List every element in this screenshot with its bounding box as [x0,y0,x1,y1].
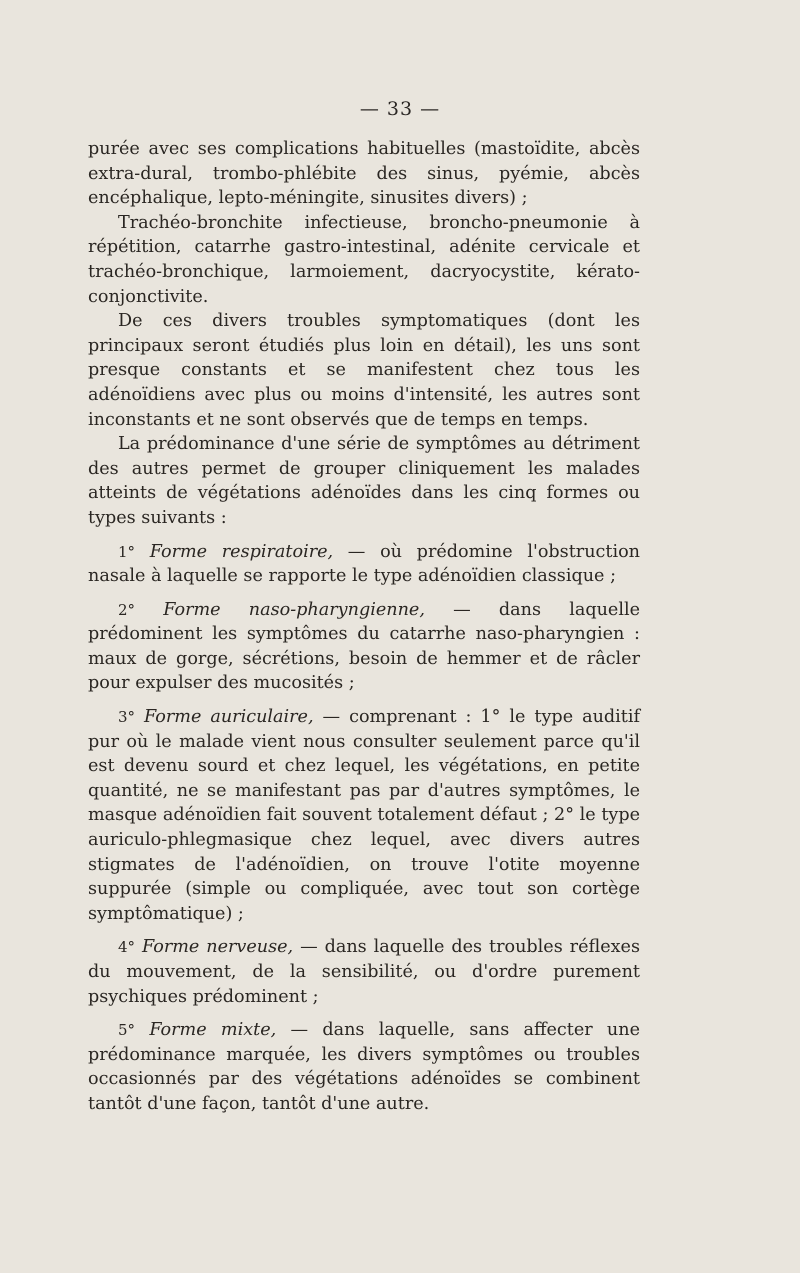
form-number: 2° [118,600,136,619]
form-item-respiratoire [88,540,640,589]
form-description: — comprenant : 1° le type auditif pur où le malade vient nous consulter seulement parce qu'il est devenu sourd et chez lequel, les végétations, en petite quantité, ne se manifestant pas par d'autres symptômes, le masque adénoïdien fait souvent totalement défaut ; 2° le type auriculo-phlegmasique chez lequel, avec divers autres stigmates de l'adénoïdien, on trouve l'otite moyenne suppurée (simple ou compliquée, avec tout son cortège symptômatique) ; [88,707,640,924]
form-item-mixte [88,1018,640,1116]
form-name: Forme respiratoire, [149,541,334,562]
body-text [88,137,640,1117]
form-name: Forme auriculaire, [144,707,314,728]
form-description: — dans laquelle prédominent les symptômes du catarrhe naso-pharyngien : maux de gorge, sécrétions, besoin de hemmer et de râcler pour expulser des mucosités ; [88,599,640,694]
form-item-auriculaire [88,705,640,926]
form-name: Forme naso-pharyngienne, [163,599,425,620]
form-name: Forme mixte, [149,1020,277,1041]
form-number: 4° [118,938,136,957]
form-number: 1° [118,542,136,561]
paragraph-tracheo-bronchite: Trachéo-bronchite infectieuse, broncho-pneumonie à répétition, catarrhe gastro-intestinal, adénite cervicale et trachéo-bronchique, larmoiement, dacryocystite, kérato-conjonctivite. [88,212,640,307]
form-description: — dans laquelle des troubles réflexes du mouvement, de la sensibilité, ou d'ordre purement psychiques prédominent ; [88,937,640,1007]
form-description: — dans laquelle, sans affecter une prédominance marquée, les divers symptômes ou troubles occasionnés par des végétations adénoïdes se combinent tantôt d'une façon, tantôt d'une autre. [88,1020,640,1114]
form-number: 5° [118,1021,136,1040]
paragraph-predominance: La prédominance d'une série de symptômes au détriment des autres permet de grouper cliniquement les malades atteints de végétations adénoïdes dans les cinq formes ou types suivants : [88,434,640,528]
form-number: 3° [118,708,136,727]
form-item-naso-pharyngienne [88,598,640,696]
form-name: Forme nerveuse, [141,937,294,958]
paragraph-troubles-symptomatiques: De ces divers troubles symptomatiques (dont les principaux seront étudiés plus loin en détail), les uns sont presque constants et se manifestent chez tous les adénoïdiens avec plus ou moins d'intensité, les autres sont inconstants et ne sont observés que de temps en temps. [88,311,640,430]
form-item-nerveuse [88,935,640,1009]
form-description: — où prédomine l'obstruction nasale à laquelle se rapporte le type adénoïdien classique ; [88,541,640,587]
page-number: — 33 — [359,98,441,120]
paragraph-complications: purée avec ses complications habituelles (mastoïdite, abcès extra-dural, trombo-phlébite des sinus, pyémie, abcès encéphalique, lepto-méningite, sinusites divers) ; [88,139,640,209]
